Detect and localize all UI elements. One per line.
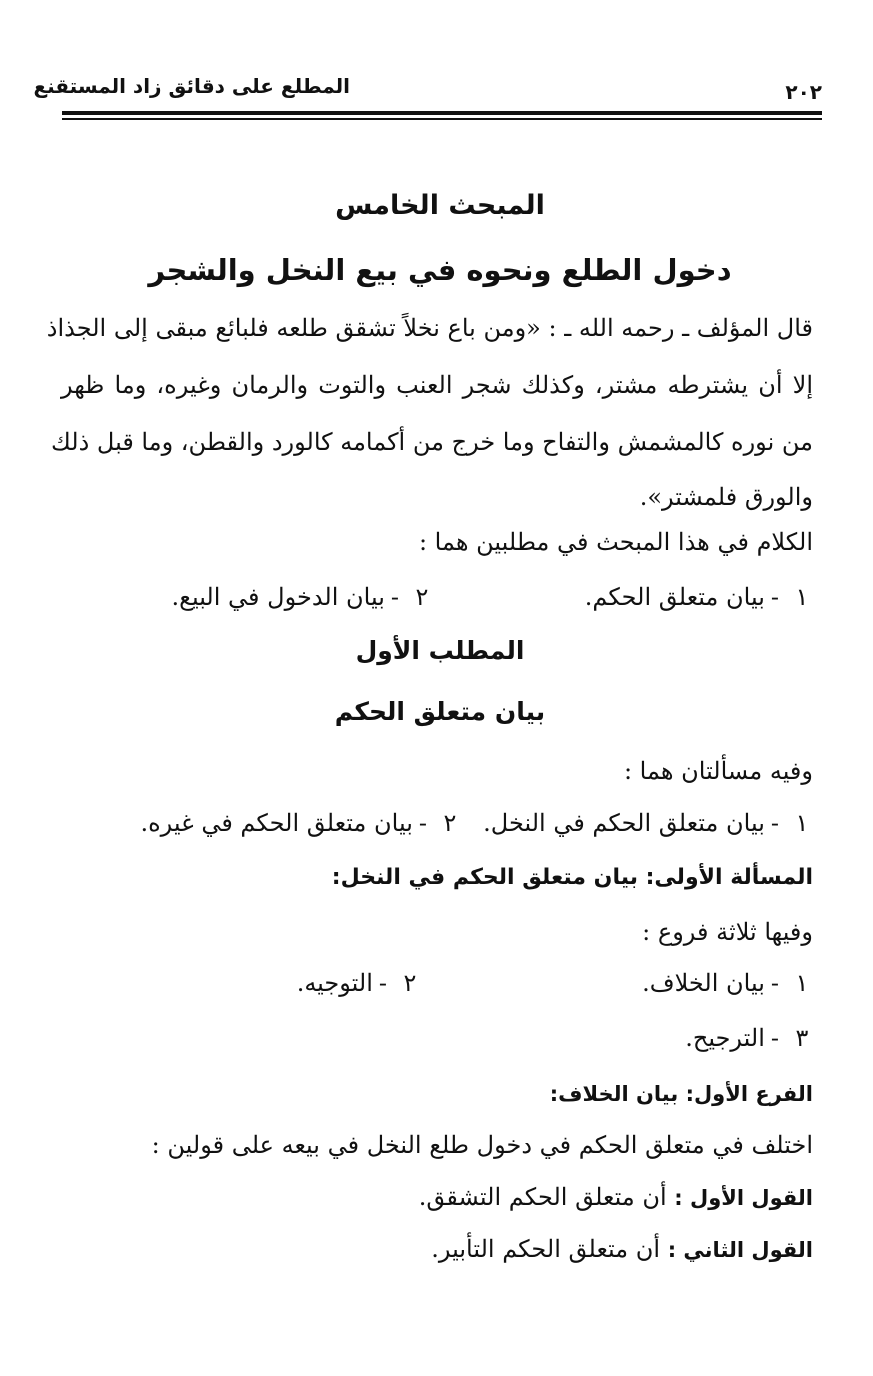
topic-heading: دخول الطلع ونحوه في بيع النخل والشجر [148, 253, 732, 287]
quote-line-3: من نوره كالمشمش والتفاح وما خرج من أكمامه كالورد والقطن، وما قبل ذلك [51, 428, 813, 456]
list-item: ١-بيان الخلاف. [642, 967, 813, 999]
list-item: ٢-التوجيه. [297, 967, 421, 999]
item-number: ١ [795, 809, 809, 837]
quote-line-4: والورق فلمشتر». [639, 483, 813, 511]
opinion-1 [419, 1181, 813, 1214]
opinion-2 [431, 1233, 813, 1266]
matlab-subheading: بيان متعلق الحكم [334, 697, 546, 726]
opinion-label: القول الثاني : [667, 1238, 813, 1262]
masala-intro: وفيها ثلاثة فروع : [642, 918, 813, 946]
item-text: بيان الخلاف. [642, 969, 765, 997]
item-number: ١ [795, 969, 809, 997]
quote-line-1: قال المؤلف ـ رحمه الله ـ : «ومن باع نخلاً تشقق طلعه فلبائع مبقى إلى الجذاذ [46, 314, 813, 342]
far-heading: الفرع الأول: بيان الخلاف: [549, 1082, 813, 1106]
item-number: ٢ [403, 969, 417, 997]
list-item: ٢-بيان متعلق الحكم في غيره. [140, 807, 461, 839]
list-item: ١-بيان متعلق الحكم في النخل. [483, 807, 813, 839]
opinion-label: القول الأول : [674, 1186, 813, 1210]
item-text: بيان الدخول في البيع. [171, 583, 385, 611]
item-text: بيان متعلق الحكم. [584, 583, 765, 611]
matlab-intro: وفيه مسألتان هما : [623, 757, 813, 785]
book-title: المطلع على دقائق زاد المستقنع [33, 74, 350, 98]
quote-line-2: إلا أن يشترطه مشتر، وكذلك شجر العنب والتوت والرمان وغيره، وما ظهر [61, 371, 813, 399]
item-number: ٣ [795, 1024, 809, 1052]
list-item: ٢-بيان الدخول في البيع. [172, 581, 433, 613]
section-heading: المبحث الخامس [335, 190, 545, 221]
item-number: ٢ [443, 809, 457, 837]
item-number: ١ [795, 583, 809, 611]
page-number: ٢٠٢ [785, 80, 822, 104]
list-item: ١-بيان متعلق الحكم. [585, 581, 813, 613]
running-header [33, 70, 822, 110]
masala-heading: المسألة الأولى: بيان متعلق الحكم في النخل: [331, 865, 813, 890]
item-text: الترجيح. [685, 1024, 765, 1052]
item-text: التوجيه. [296, 969, 373, 997]
item-text: بيان متعلق الحكم في النخل. [483, 809, 765, 837]
intro-line: الكلام في هذا المبحث في مطلبين هما : [418, 528, 813, 556]
list-item: ٣-الترجيح. [685, 1022, 813, 1054]
header-rule-thin [62, 118, 822, 120]
far-intro: اختلف في متعلق الحكم في دخول طلع النخل في بيعه على قولين : [151, 1131, 813, 1159]
item-number: ٢ [415, 583, 429, 611]
opinion-text: أن متعلق الحكم التأبير. [431, 1235, 661, 1263]
header-rule-thick [62, 111, 822, 115]
item-text: بيان متعلق الحكم في غيره. [140, 809, 413, 837]
matlab-heading: المطلب الأول [355, 636, 525, 665]
opinion-text: أن متعلق الحكم التشقق. [418, 1183, 667, 1211]
